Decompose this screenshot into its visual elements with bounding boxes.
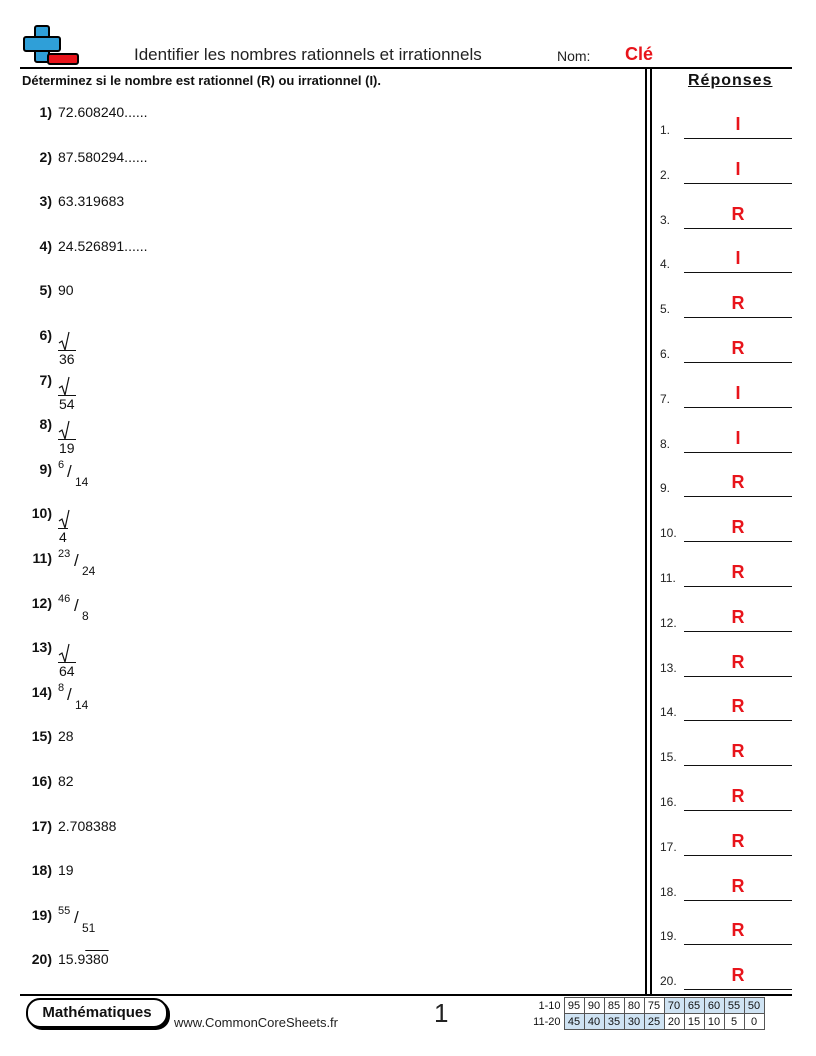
radicand: 4 [59,529,67,545]
plus-minus-logo-icon [22,24,80,66]
question-item [22,593,104,623]
question-number: 8) [39,416,52,432]
question-number: 2) [39,149,52,165]
fraction-slash: / [74,908,79,927]
question-number: 5) [39,282,52,298]
answer-value: R [731,965,745,985]
question-expression [58,376,76,412]
score-cell: 75 [644,998,664,1014]
question-number: 9) [39,461,52,477]
answer-item [660,876,792,901]
question-number: 12) [31,595,52,611]
score-cell: 10 [704,1014,724,1030]
answer-value: R [731,204,745,224]
score-cell: 90 [584,998,604,1014]
answer-number: 20. [660,974,677,988]
question-item [22,282,74,306]
answer-line [684,183,792,184]
question-number: 16) [31,773,52,789]
answer-number: 15. [660,750,677,764]
score-cell: 80 [624,998,644,1014]
answer-item [660,293,792,318]
answer-number: 4. [660,257,671,271]
question-number: 13) [31,639,52,655]
score-cell: 0 [744,1014,764,1030]
question-item [22,104,148,128]
question-expression [58,907,104,935]
footer-rule [20,994,792,996]
radicand: 36 [59,351,75,367]
score-cell: 65 [684,998,704,1014]
answer-line [684,362,792,363]
score-cell: 40 [584,1014,604,1030]
question-item [22,951,109,975]
answer-line [684,765,792,766]
column-divider [645,69,647,995]
score-cell: 30 [624,1014,644,1030]
score-cell: 55 [724,998,744,1014]
fraction-denominator: 14 [75,698,89,712]
answer-item [660,607,792,632]
answer-line [684,810,792,811]
radical-icon [58,376,70,396]
score-row [526,1014,764,1030]
instructions: Déterminez si le nombre est rationnel (R) ou irrationnel (I). [22,73,381,88]
answer-number: 1. [660,123,671,137]
worksheet-title: Identifier les nombres rationnels et irrationnels [134,45,482,64]
question-expression [58,420,76,456]
answer-line [684,855,792,856]
answer-value: R [731,831,745,851]
answer-value: I [735,248,741,268]
question-number: 3) [39,193,52,209]
question-expression [58,951,109,967]
question-number: 11) [32,550,52,566]
answer-line [684,944,792,945]
question-expression: 82 [58,773,74,789]
fraction-slash: / [67,462,72,481]
answer-item [660,204,792,229]
score-cell: 15 [684,1014,704,1030]
radical-icon [58,509,70,529]
question-item [22,639,76,679]
fraction-denominator: 24 [82,564,96,578]
answer-line [684,228,792,229]
score-cell: 5 [724,1014,744,1030]
score-cell: 85 [604,998,624,1014]
name-label: Nom: [557,48,591,64]
question-expression: 2.708388 [58,818,117,834]
radical-icon [58,643,70,663]
fraction-numerator: 46 [58,593,71,605]
fraction-denominator: 8 [82,609,89,623]
question-number: 7) [39,372,52,388]
question-expression: 19 [58,862,74,878]
answer-value: I [735,383,741,403]
answers-title: Réponses [688,72,773,89]
answer-value: R [731,876,745,896]
answer-number: 19. [660,929,677,943]
repeating-digits: 380 [85,951,109,967]
answer-value: R [731,920,745,940]
answer-item [660,248,792,273]
question-number: 6) [39,327,52,343]
fraction-numerator: 55 [58,905,71,917]
answer-item [660,696,792,721]
radical-icon [58,420,70,440]
fraction-denominator: 51 [82,921,96,935]
answer-number: 13. [660,661,677,675]
answer-value: R [731,607,745,627]
answer-value: R [731,293,745,313]
radicand: 64 [59,663,75,679]
radicand: 19 [59,440,75,456]
name-value: Clé [625,44,654,64]
question-item [22,459,104,489]
subject-badge: Mathématiques [26,998,168,1028]
header-rule [20,67,792,69]
answer-line [684,496,792,497]
score-cell: 70 [664,998,684,1014]
answer-item [660,517,792,542]
page-number: 1 [434,998,449,1028]
answer-item [660,383,792,408]
answer-number: 12. [660,616,677,630]
answer-value: R [731,562,745,582]
question-item [22,773,74,797]
answer-number: 9. [660,481,671,495]
answer-number: 5. [660,302,671,316]
answer-value: R [731,696,745,716]
answer-item [660,920,792,945]
question-item [22,193,124,217]
answer-number: 14. [660,705,677,719]
answer-number: 6. [660,347,671,361]
answer-line [684,138,792,139]
question-item [22,905,104,935]
question-number: 1) [39,104,52,120]
score-cell: 95 [564,998,584,1014]
question-item [22,548,104,578]
question-expression [58,684,104,712]
radicand: 54 [59,396,75,412]
answer-value: R [731,472,745,492]
score-cell: 25 [644,1014,664,1030]
question-number: 10) [31,505,52,521]
answer-item [660,114,792,139]
question-expression [58,643,76,679]
answer-value: I [735,159,741,179]
score-cell: 50 [744,998,764,1014]
answer-number: 10. [660,526,677,540]
fraction-slash: / [67,685,72,704]
question-item [22,682,104,712]
question-expression: 24.526891...... [58,238,148,254]
question-item [22,327,76,367]
question-item [22,505,70,545]
answer-number: 7. [660,392,671,406]
fraction-numerator: 8 [58,682,65,694]
question-number: 17) [31,818,52,834]
radical-icon [58,331,70,351]
question-expression [58,331,76,367]
answer-value: R [731,517,745,537]
site-url[interactable]: www.CommonCoreSheets.fr [174,1015,338,1030]
question-expression [58,595,104,623]
answer-value: I [735,428,741,448]
answer-item [660,428,792,453]
answer-value: R [731,338,745,358]
answer-value: I [735,114,741,134]
question-item [22,818,116,842]
answer-line [684,989,792,990]
answer-item [660,159,792,184]
answer-value: R [731,786,745,806]
question-item [22,728,74,752]
score-cell: 20 [664,1014,684,1030]
question-number: 14) [31,684,52,700]
question-expression: 63.319683 [58,193,125,209]
answer-line [684,720,792,721]
question-item [22,238,148,262]
answer-item [660,338,792,363]
answer-item [660,965,792,990]
answer-item [660,652,792,677]
fraction-slash: / [74,596,79,615]
fraction-numerator: 23 [58,548,71,560]
question-item [22,149,148,173]
question-expression [58,550,104,578]
answer-item [660,786,792,811]
fraction-slash: / [74,551,79,570]
decimal-part: 15.9 [58,951,86,967]
answer-line [684,317,792,318]
answer-number: 2. [660,168,671,182]
answer-value: R [731,741,745,761]
fraction-denominator: 14 [75,475,89,489]
answer-line [684,272,792,273]
question-expression: 72.608240...... [58,104,148,120]
score-cell: 35 [604,1014,624,1030]
question-expression [58,509,70,545]
answer-item [660,741,792,766]
question-item [22,416,76,456]
question-number: 4) [39,238,52,254]
answer-line [684,900,792,901]
question-expression: 87.580294...... [58,149,148,165]
answer-line [684,586,792,587]
answer-number: 8. [660,437,671,451]
answer-line [684,452,792,453]
answer-line [684,676,792,677]
answer-number: 16. [660,795,677,809]
score-row [526,998,764,1014]
answer-number: 11. [660,571,676,585]
score-row-label: 1-10 [538,999,561,1012]
score-row-label: 11-20 [533,1015,561,1028]
column-divider [650,69,652,995]
answer-item [660,831,792,856]
answer-number: 17. [660,840,677,854]
answer-value: R [731,652,745,672]
question-expression [58,461,104,489]
question-item [22,372,76,412]
score-cell: 45 [564,1014,584,1030]
question-number: 15) [31,728,52,744]
answer-item [660,472,792,497]
answer-number: 3. [660,213,671,227]
question-number: 20) [31,951,52,967]
question-expression: 28 [58,728,74,744]
question-item [22,862,74,886]
answer-line [684,407,792,408]
score-cell: 60 [704,998,724,1014]
question-expression: 90 [58,282,74,298]
question-number: 19) [31,907,52,923]
answer-number: 18. [660,885,677,899]
answer-item [660,562,792,587]
answer-line [684,631,792,632]
score-table [526,997,765,1030]
question-number: 18) [31,862,52,878]
fraction-numerator: 6 [58,459,65,471]
answer-line [684,541,792,542]
